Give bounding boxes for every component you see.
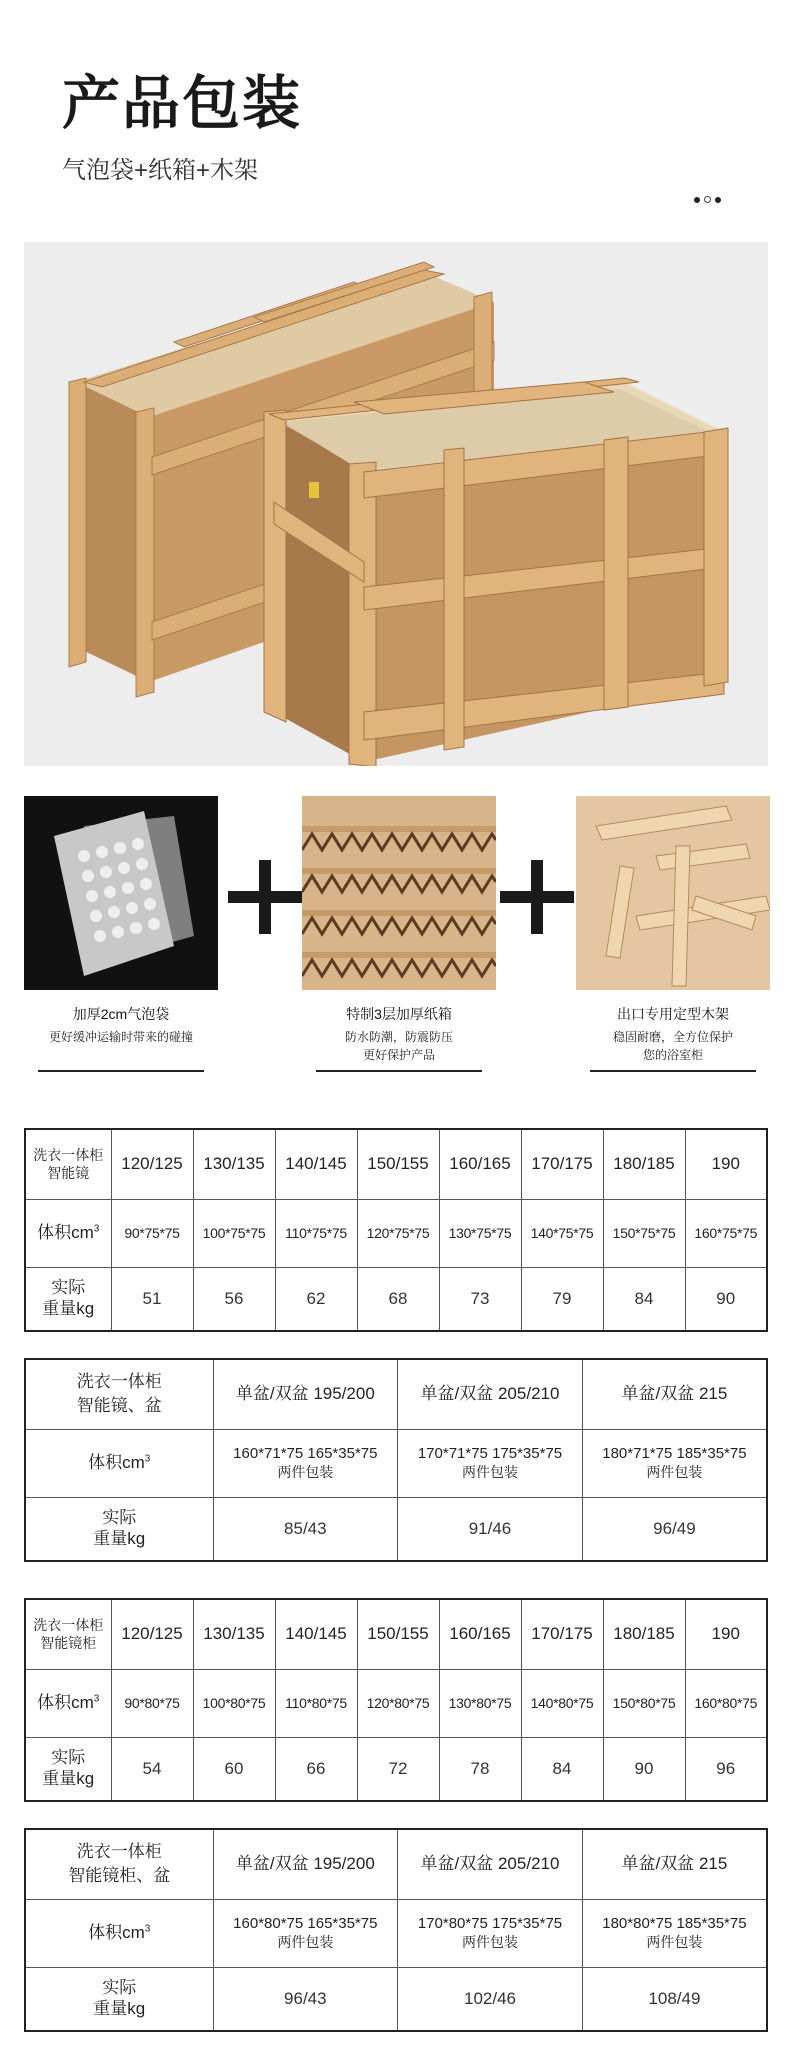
carousel-dots[interactable] bbox=[694, 196, 721, 203]
table-weight-row bbox=[25, 1967, 767, 2031]
caption-desc: 更好缓冲运输时带来的碰撞 bbox=[48, 1030, 193, 1044]
size-header-cell: 120/125 bbox=[111, 1129, 193, 1199]
caption-title: 特制3层加厚纸箱 bbox=[346, 1006, 452, 1022]
size-table-1 bbox=[24, 1128, 768, 1332]
size-header-cell: 130/135 bbox=[193, 1129, 275, 1199]
size-header-cell: 单盆/双盆 195/200 bbox=[213, 1359, 398, 1429]
weight-cell: 90 bbox=[603, 1737, 685, 1801]
volume-cell: 130*75*75 bbox=[439, 1199, 521, 1267]
table-volume-row bbox=[25, 1899, 767, 1967]
volume-cell: 150*80*75 bbox=[603, 1669, 685, 1737]
volume-cell: 150*75*75 bbox=[603, 1199, 685, 1267]
size-header-cell: 140/145 bbox=[275, 1129, 357, 1199]
size-header-cell: 160/165 bbox=[439, 1599, 521, 1669]
divider bbox=[590, 1070, 756, 1072]
weight-cell: 66 bbox=[275, 1737, 357, 1801]
size-table-3 bbox=[24, 1598, 768, 1802]
weight-cell: 54 bbox=[111, 1737, 193, 1801]
weight-cell: 68 bbox=[357, 1267, 439, 1331]
table-volume-row bbox=[25, 1199, 767, 1267]
volume-cell: 140*80*75 bbox=[521, 1669, 603, 1737]
package-note: 两件包装 bbox=[277, 1934, 334, 1950]
package-note: 两件包装 bbox=[461, 1464, 518, 1480]
crates-photo bbox=[24, 242, 768, 766]
weight-cell: 73 bbox=[439, 1267, 521, 1331]
size-header-cell: 单盆/双盆 215 bbox=[582, 1829, 767, 1899]
weight-label: 实际 重量kg bbox=[25, 1737, 111, 1801]
weight-cell: 78 bbox=[439, 1737, 521, 1801]
caption-wood-frame bbox=[553, 1004, 790, 1072]
volume-cell: 160*71*75 165*35*75 两件包装 bbox=[213, 1429, 398, 1497]
volume-label: 体积$cm^3$ bbox=[25, 1899, 213, 1967]
weight-label: 实际 重量kg bbox=[25, 1267, 111, 1331]
volume-cell: 120*80*75 bbox=[357, 1669, 439, 1737]
weight-cell: 91/46 bbox=[398, 1497, 583, 1561]
size-header-cell: 180/185 bbox=[603, 1129, 685, 1199]
weight-label: 实际 重量kg bbox=[25, 1967, 213, 2031]
table-header-row bbox=[25, 1129, 767, 1199]
caption-desc-line1: 稳固耐磨，全方位保护 bbox=[612, 1030, 733, 1044]
volume-cell: 180*80*75 185*35*75 两件包装 bbox=[582, 1899, 767, 1967]
caption-desc-line1: 防水防潮，防震防压 bbox=[344, 1030, 453, 1044]
size-header-cell: 170/175 bbox=[521, 1129, 603, 1199]
volume-label: 体积$cm^3$ bbox=[25, 1669, 111, 1737]
size-header-cell: 单盆/双盆 205/210 bbox=[398, 1359, 583, 1429]
weight-cell: 79 bbox=[521, 1267, 603, 1331]
volume-cell: 160*80*75 bbox=[685, 1669, 767, 1737]
package-note: 两件包装 bbox=[277, 1464, 334, 1480]
dot-1[interactable] bbox=[694, 197, 700, 203]
weight-cell: 108/49 bbox=[582, 1967, 767, 2031]
caption-bubble-wrap bbox=[1, 1004, 241, 1072]
weight-cell: 51 bbox=[111, 1267, 193, 1331]
dot-2-active[interactable] bbox=[704, 196, 711, 203]
plus-icon bbox=[500, 860, 574, 934]
caption-carton bbox=[279, 1004, 519, 1072]
size-header-cell: 190 bbox=[685, 1599, 767, 1669]
divider bbox=[316, 1070, 482, 1072]
caption-desc-line2: 您的浴室柜 bbox=[642, 1048, 703, 1062]
table-corner-label: 洗衣一体柜 智能镜柜、盆 bbox=[25, 1829, 213, 1899]
table-volume-row bbox=[25, 1669, 767, 1737]
bubble-wrap-photo bbox=[24, 796, 218, 990]
caption-title: 出口专用定型木架 bbox=[617, 1006, 729, 1022]
volume-label: 体积$cm^3$ bbox=[25, 1199, 111, 1267]
package-note: 两件包装 bbox=[646, 1464, 703, 1480]
volume-cell: 140*75*75 bbox=[521, 1199, 603, 1267]
table-header-row bbox=[25, 1359, 767, 1429]
caption-desc-line2: 更好保护产品 bbox=[362, 1048, 435, 1062]
weight-cell: 90 bbox=[685, 1267, 767, 1331]
volume-cell: 110*75*75 bbox=[275, 1199, 357, 1267]
weight-cell: 84 bbox=[521, 1737, 603, 1801]
weight-cell: 72 bbox=[357, 1737, 439, 1801]
volume-cell: 170*71*75 175*35*75 两件包装 bbox=[398, 1429, 583, 1497]
size-header-cell: 120/125 bbox=[111, 1599, 193, 1669]
volume-cell: 90*75*75 bbox=[111, 1199, 193, 1267]
weight-cell: 96/43 bbox=[213, 1967, 398, 2031]
table-weight-row bbox=[25, 1737, 767, 1801]
volume-cell: 110*80*75 bbox=[275, 1669, 357, 1737]
size-header-cell: 180/185 bbox=[603, 1599, 685, 1669]
size-header-cell: 单盆/双盆 215 bbox=[582, 1359, 767, 1429]
volume-cell: 170*80*75 175*35*75 两件包装 bbox=[398, 1899, 583, 1967]
package-note: 两件包装 bbox=[646, 1934, 703, 1950]
wood-frame-photo bbox=[576, 796, 770, 990]
plus-icon bbox=[228, 860, 302, 934]
weight-cell: 102/46 bbox=[398, 1967, 583, 2031]
dot-3[interactable] bbox=[715, 197, 721, 203]
volume-label: 体积$cm^3$ bbox=[25, 1429, 213, 1497]
volume-cell: 180*71*75 185*35*75 两件包装 bbox=[582, 1429, 767, 1497]
volume-cell: 120*75*75 bbox=[357, 1199, 439, 1267]
table-volume-row bbox=[25, 1429, 767, 1497]
volume-cell: 160*75*75 bbox=[685, 1199, 767, 1267]
caption-title: 加厚2cm气泡袋 bbox=[72, 1006, 170, 1022]
table-header-row bbox=[25, 1829, 767, 1899]
size-header-cell: 150/155 bbox=[357, 1129, 439, 1199]
volume-cell: 130*80*75 bbox=[439, 1669, 521, 1737]
weight-cell: 60 bbox=[193, 1737, 275, 1801]
size-header-cell: 170/175 bbox=[521, 1599, 603, 1669]
divider bbox=[38, 1070, 204, 1072]
table-corner-label: 洗衣一体柜 智能镜、盆 bbox=[25, 1359, 213, 1429]
weight-label: 实际 重量kg bbox=[25, 1497, 213, 1561]
volume-cell: 160*80*75 165*35*75 两件包装 bbox=[213, 1899, 398, 1967]
weight-cell: 62 bbox=[275, 1267, 357, 1331]
size-header-cell: 190 bbox=[685, 1129, 767, 1199]
corrugated-board-photo bbox=[302, 796, 496, 990]
weight-cell: 84 bbox=[603, 1267, 685, 1331]
table-header-row bbox=[25, 1599, 767, 1669]
weight-cell: 96 bbox=[685, 1737, 767, 1801]
table-weight-row bbox=[25, 1497, 767, 1561]
page-title: 产品包装 bbox=[62, 69, 303, 137]
size-header-cell: 140/145 bbox=[275, 1599, 357, 1669]
package-note: 两件包装 bbox=[461, 1934, 518, 1950]
size-header-cell: 单盆/双盆 195/200 bbox=[213, 1829, 398, 1899]
table-corner-label: 洗衣一体柜 智能镜柜 bbox=[25, 1599, 111, 1669]
table-weight-row bbox=[25, 1267, 767, 1331]
size-header-cell: 160/165 bbox=[439, 1129, 521, 1199]
size-header-cell: 150/155 bbox=[357, 1599, 439, 1669]
weight-cell: 85/43 bbox=[213, 1497, 398, 1561]
volume-cell: 100*75*75 bbox=[193, 1199, 275, 1267]
volume-cell: 100*80*75 bbox=[193, 1669, 275, 1737]
size-header-cell: 单盆/双盆 205/210 bbox=[398, 1829, 583, 1899]
weight-cell: 56 bbox=[193, 1267, 275, 1331]
size-table-2 bbox=[24, 1358, 768, 1562]
size-header-cell: 130/135 bbox=[193, 1599, 275, 1669]
weight-cell: 96/49 bbox=[582, 1497, 767, 1561]
table-corner-label: 洗衣一体柜 智能镜 bbox=[25, 1129, 111, 1199]
size-table-4 bbox=[24, 1828, 768, 2032]
page-subtitle: 气泡袋+纸箱+木架 bbox=[62, 157, 259, 184]
volume-cell: 90*80*75 bbox=[111, 1669, 193, 1737]
